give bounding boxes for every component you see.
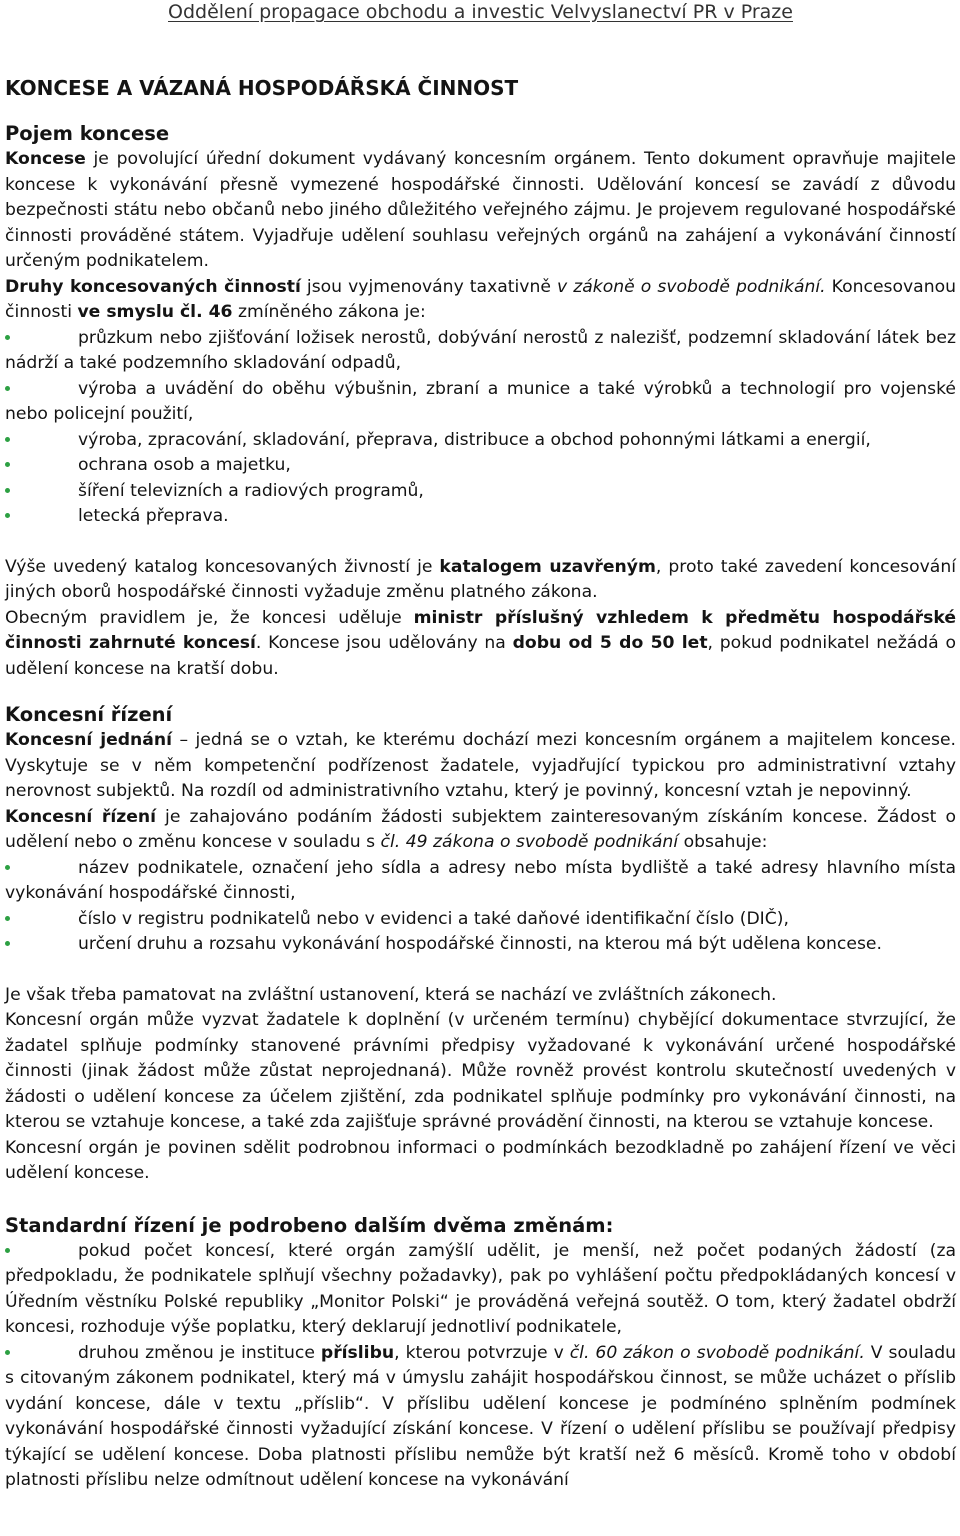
document-title: KONCESE A VÁZANÁ HOSPODÁŘSKÁ ČINNOST	[5, 76, 519, 100]
paragraph-text: Koncesovanou činnosti	[5, 276, 956, 322]
list-item	[5, 932, 956, 958]
list-item-text: výroba, zpracování, skladování, přeprava, distribuce a obchod pohonnými látkami a energií,	[78, 429, 871, 450]
spacer	[5, 958, 956, 983]
article-reference: ve smyslu čl. 46	[77, 302, 233, 322]
emphasis: dobu od 5 do 50 let	[512, 633, 708, 653]
bullet-icon	[5, 916, 10, 921]
licensed-activities-list	[5, 326, 956, 530]
application-contents-list	[5, 856, 956, 958]
law-reference: v zákoně o svobodě podnikání.	[557, 276, 826, 297]
bullet-icon	[5, 1350, 10, 1355]
paragraph-text: , proto také zavedení koncesování jiných oborů hospodářské činnosti vyžaduje změnu platného zákona.	[5, 556, 956, 602]
bullet-icon	[5, 335, 10, 340]
paragraph-definition	[5, 147, 956, 275]
procedure-changes-list	[5, 1239, 956, 1494]
list-item-text: výroba a uvádění do oběhu výbušnin, zbraní a munice a také výrobků a technologií pro vojenské nebo policejní použití,	[5, 378, 956, 424]
paragraph-text: , pokud podnikatel nežádá o udělení koncese na kratší dobu.	[5, 633, 956, 679]
law-reference: čl. 49 zákona o svobodě podnikání	[380, 832, 679, 852]
paragraph-types	[5, 275, 956, 326]
list-item-text: ochrana osob a majetku,	[78, 455, 291, 475]
paragraph-text: . Koncese jsou udělovány na	[255, 633, 513, 653]
paragraph-text: zmíněného zákona je:	[232, 302, 426, 322]
list-item-text: V souladu s citovaným zákonem podnikatel, který má v úmyslu zahájit hospodářskou činnost, se může ucházet o příslib vydání koncese, dále v textu „příslib“. V příslibu udělení koncese je podmínéno splněním podmínek vykonávání hospodářské činnosti vyžadující získání koncese. V řízení o udělení příslibu se používají předpisy týkající se udělení koncese. Doba platnosti příslibu nemůže být kratší než 6 měsíců. Kromě toho v období platnosti příslibu nelze odmítnout udělení koncese na vykonávání	[5, 1342, 956, 1490]
section-heading-pojem-koncese: Pojem koncese	[5, 122, 170, 145]
list-item	[5, 1239, 956, 1341]
emphasis: příslibu	[320, 1342, 395, 1363]
bullet-icon	[5, 386, 10, 391]
paragraph-text: je zahajováno podáním žádosti subjektem zainteresovaným získáním koncese. Žádost o udělení nebo o změnu koncese v souladu s	[5, 806, 956, 852]
bullet-icon	[5, 865, 10, 870]
paragraph-general-rule	[5, 606, 956, 683]
list-item-text: určení druhu a rozsahu vykonávání hospodářské činnosti, na kterou má být udělena koncese.	[78, 934, 882, 954]
list-item	[5, 453, 956, 479]
bullet-icon	[5, 462, 10, 467]
list-item-text: šíření televizních a radiových programů,	[78, 480, 424, 501]
list-item	[5, 856, 956, 907]
section-heading-standard-procedure: Standardní řízení je podrobeno dalším dvěma změnám:	[5, 1213, 614, 1237]
document-page	[5, 0, 956, 1494]
list-item	[5, 1341, 956, 1494]
paragraph-procedure	[5, 805, 956, 856]
list-item	[5, 377, 956, 428]
emphasis: ministr příslušný vzhledem k předmětu hospodářské činnosti zahrnuté koncesí	[5, 607, 956, 653]
bullet-icon	[5, 1248, 10, 1253]
list-item	[5, 479, 956, 505]
bullet-icon	[5, 488, 10, 493]
spacer	[5, 530, 956, 555]
list-item	[5, 326, 956, 377]
paragraph-catalog	[5, 555, 956, 606]
paragraph-text: – jedná se o vztah, ke kterému dochází mezi koncesním orgánem a majitelem koncese. Vyskytuje se v něm kompetenční podřízenost žadatele, vyjadřující typickou pro administrativní vztahy nerovnost subjektů. Na rozdíl od administrativního vztahu, který je povinný, koncesní vztah je nepovinný.	[5, 730, 957, 801]
page-header: Oddělení propagace obchodu a investic Velvyslanectví PR v Praze	[168, 1, 793, 23]
term-druhy: Druhy koncesovaných činností	[5, 276, 301, 297]
paragraph-text: obsahuje:	[678, 832, 768, 852]
list-item-text: druhou změnou je instituce	[78, 1342, 321, 1363]
paragraph-negotiation	[5, 728, 956, 805]
term-koncesni-rizeni: Koncesní řízení	[5, 806, 156, 827]
paragraph-text: Výše uvedený katalog koncesovaných živností je	[5, 556, 440, 577]
paragraph-special-provisions: Je však třeba pamatovat na zvláštní ustanovení, která se nachází ve zvláštních zákonech.	[5, 984, 777, 1005]
term-koncese: Koncese	[5, 149, 86, 169]
list-item	[5, 428, 956, 454]
paragraph-text: je povolující úřední dokument vydávaný koncesním orgánem. Tento dokument opravňuje majitele koncese k vykonávání přesně vymezené hospodářské činnosti. Udělování koncesí se zavádí z důvodu bezpečnosti státu nebo občanů nebo jiného důležitého veřejného zájmu. Je projevem regulované hospodářské činnosti prováděné státem. Vyjadřuje udělení souhlasu veřejných orgánů na zahájení a vykonávání činností určeným podnikatelem.	[5, 149, 956, 271]
list-item-text: název podnikatele, označení jeho sídla a adresy nebo místa bydliště a také adresy hlavního místa vykonávání hospodářské činnosti,	[5, 857, 956, 903]
list-item-text: průzkum nebo zjišťování ložisek nerostů, dobývání nerostů z nalezišť, podzemní skladování látek bez nádrží a také podzemního skladování odpadů,	[5, 327, 956, 373]
emphasis: katalogem uzavřeným	[439, 556, 656, 577]
bullet-icon	[5, 941, 10, 946]
bullet-icon	[5, 513, 10, 518]
bullet-icon	[5, 437, 10, 442]
list-item-text: , kterou potvrzuje v	[394, 1342, 570, 1363]
law-reference: čl. 60 zákon o svobodě podnikání.	[569, 1342, 865, 1363]
list-item	[5, 504, 956, 530]
list-item-text: pokud počet koncesí, které orgán zamýšlí udělit, je menší, než počet podaných žádostí (za předpokladu, že podnikatele splňují všechny požadavky), pak po vyhlášení počtu předpokládaných koncesí v Úředním věstníku Polské republiky „Monitor Polski“ je prováděná veřejná soutěž. O tom, který žadatel obdrží koncesi, rozhoduje výše poplatku, který deklarují jednotliví podnikatele,	[5, 1240, 956, 1337]
section-heading-koncesni-rizeni: Koncesní řízení	[5, 703, 173, 726]
paragraph-authority-duty: Koncesní orgán je povinen sdělit podrobnou informaci o podmínkách bezodkladně po zahájení řízení ve věci udělení koncese.	[5, 1137, 956, 1183]
list-item-text: letecká přeprava.	[78, 506, 229, 526]
term-koncesni-jednani: Koncesní jednání	[5, 730, 173, 750]
list-item-text: číslo v registru podnikatelů nebo v evidenci a také daňové identifikační číslo (DIČ),	[78, 908, 789, 929]
paragraph-authority-request: Koncesní orgán může vyzvat žadatele k doplnění (v určeném termínu) chybějící dokumentace stvrzující, že žadatel splňuje podmínky stanovené právními předpisy vyžadované k vykonávání určené hospodářské činnosti (jinak žádost může zůstat neprojednaná). Může rovněž provést kontrolu skutečností uvedených v žádosti o udělení koncese za účelem zjištění, zda podnikatel splňuje podmínky pro vykonávání činnosti, na kterou se vztahuje koncese, a také zda zajišťuje správné provádění činnosti, na kterou se vztahuje koncese.	[5, 1010, 956, 1132]
paragraph-text: Obecným pravidlem je, že koncesi uděluje	[5, 607, 414, 628]
paragraph-text: jsou vyjmenovány taxativně	[300, 276, 557, 297]
list-item	[5, 907, 956, 933]
